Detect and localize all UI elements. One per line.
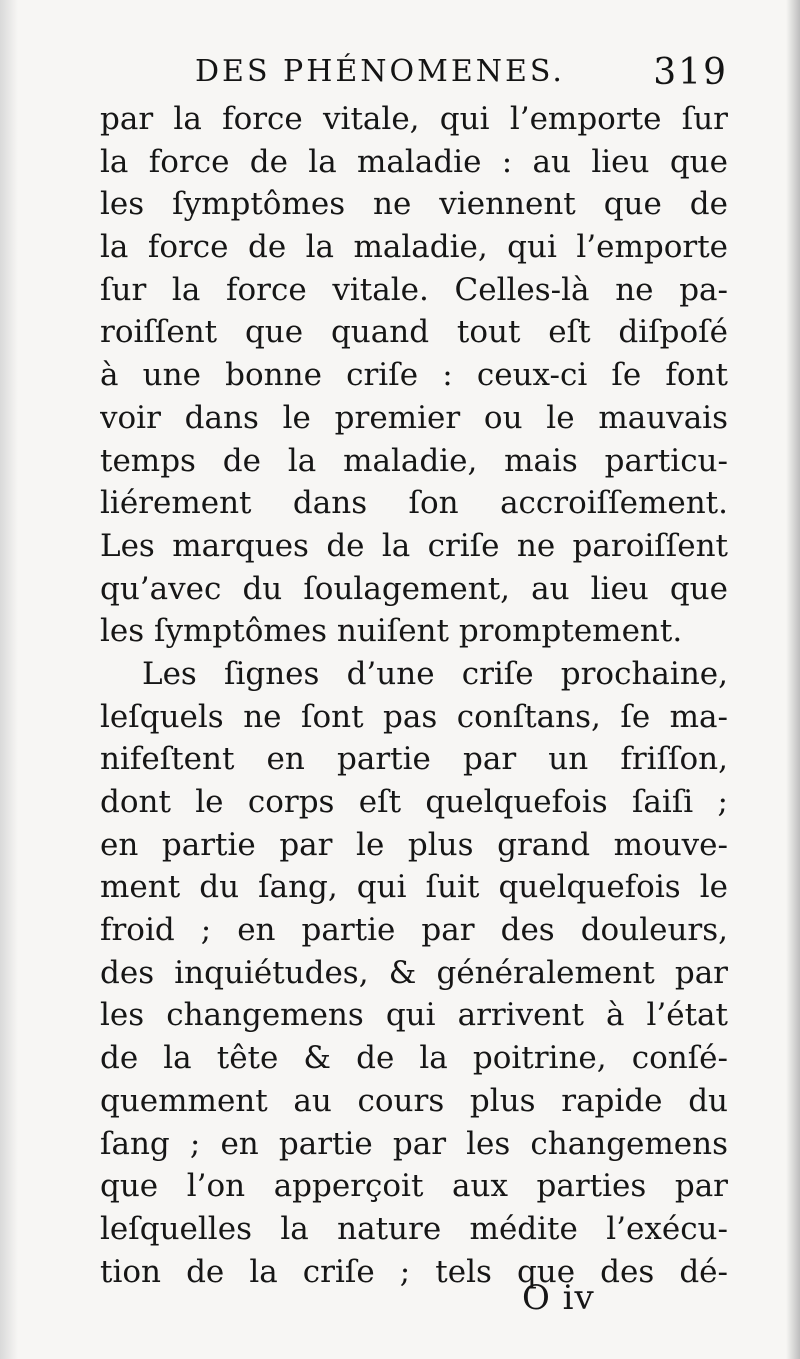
text-line: qu’avec du ſoulagement, au lieu que — [100, 570, 728, 607]
page-shadow-right — [786, 0, 800, 1359]
text-line: voir dans le premier ou le mauvais — [100, 399, 728, 436]
text-line: par la force vitale, qui l’emporte ſur — [100, 101, 728, 137]
running-head-title: DES PHÉNOMENES. — [195, 54, 565, 89]
text-line: temps de la maladie, mais particu- — [100, 442, 728, 479]
text-line: la force de la maladie, qui l’emporte — [100, 229, 728, 266]
text-line: que l’on apperçoit aux parties par — [100, 1168, 728, 1205]
text-line: Les marques de la criſe ne paroiſſent — [100, 527, 728, 564]
text-line: ment du ſang, qui ſuit quelquefois le — [100, 869, 728, 906]
text-line: ſur la force vitale. Celles-là ne pa- — [100, 271, 728, 308]
text-line: quemment au cours plus rapide du — [100, 1082, 728, 1119]
text-line: liérement dans ſon accroiſſement. — [100, 485, 728, 522]
body-text — [100, 98, 728, 1293]
text-line: les ſymptômes nuiſent promptement. — [100, 613, 683, 650]
text-line: les ſymptômes ne viennent que de — [100, 186, 728, 223]
text-line: ſang ; en partie par les changemens — [100, 1125, 728, 1162]
page-number: 319 — [653, 52, 728, 93]
text-line: en partie par le plus grand mouve- — [100, 826, 728, 863]
text-line: leſquels ne ſont pas conſtans, ſe ma- — [100, 698, 728, 735]
text-line: à une bonne criſe : ceux-ci ſe font — [100, 357, 728, 394]
text-line: des inquiétudes, & généralement par — [100, 954, 728, 991]
text-line: dont le corps eſt quelquefois ſaiſi ; — [100, 784, 728, 820]
text-line: roiſſent que quand tout eſt diſpoſé — [100, 314, 728, 351]
text-line: froid ; en partie par des douleurs, — [100, 912, 728, 949]
text-line: la force de la maladie : au lieu que — [100, 143, 728, 180]
signature-mark: O iv — [522, 1278, 595, 1318]
page-shadow-left — [0, 0, 18, 1359]
running-head — [100, 52, 728, 98]
paragraph-first-line: Les ſignes d’une criſe prochaine, — [142, 655, 728, 692]
text-line: les changemens qui arrivent à l’état — [100, 997, 728, 1034]
text-line: de la tête & de la poitrine, conſé- — [100, 1040, 728, 1077]
text-line: nifeſtent en partie par un friſſon, — [100, 741, 728, 778]
text-line: leſquelles la nature médite l’exécu- — [100, 1210, 728, 1247]
text-line: tion de la criſe ; tels que des dé- — [100, 1253, 728, 1290]
